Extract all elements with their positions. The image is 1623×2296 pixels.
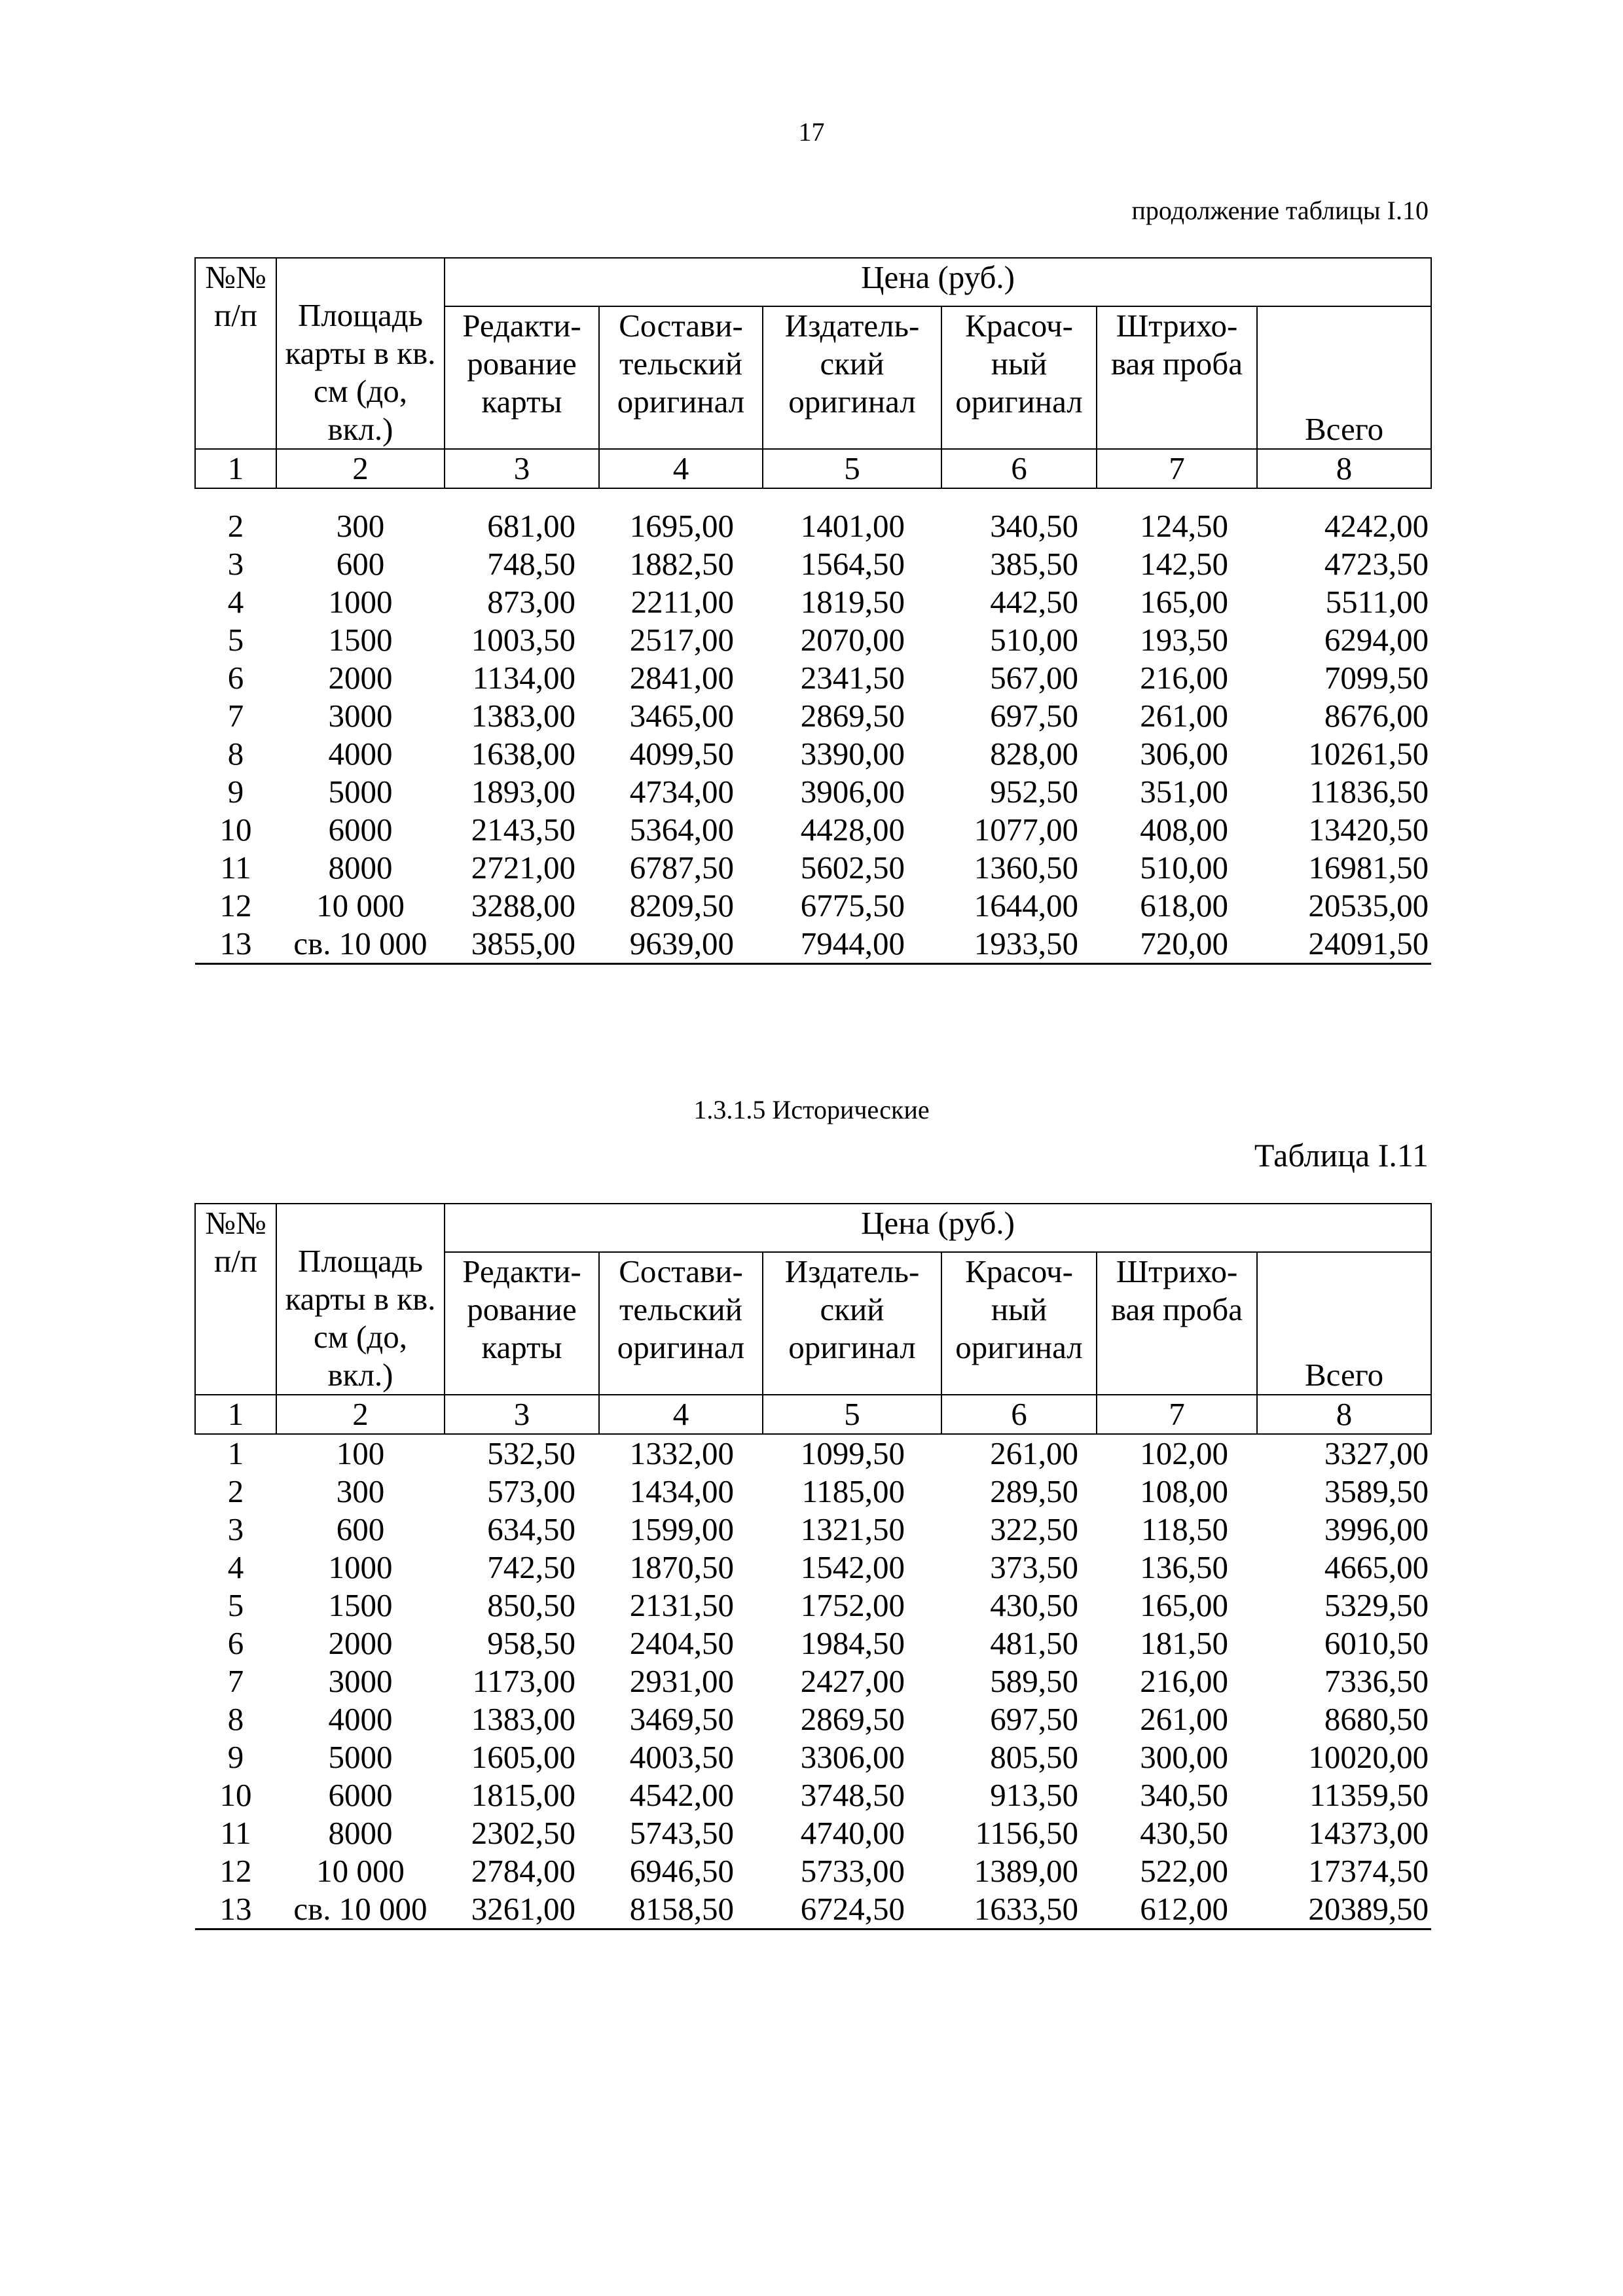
compiler-price-cell: 2404,50 [629, 1625, 734, 1661]
total-price-cell: 7099,50 [1324, 660, 1429, 696]
compiler-price-cell: 4003,50 [629, 1739, 734, 1775]
publisher-price-cell: 1564,50 [800, 546, 905, 582]
header-editing: Редакти- рование карты [445, 1252, 599, 1395]
area-cell: 10 000 [316, 888, 405, 924]
publisher-price-cell: 1099,50 [800, 1435, 905, 1471]
area-cell: 600 [336, 1511, 385, 1547]
publisher-price-cell: 1752,00 [800, 1587, 905, 1623]
table-caption: Таблица I.11 [1254, 1137, 1429, 1174]
compiler-price-cell: 4542,00 [629, 1777, 734, 1813]
row-number-cell: 4 [227, 584, 244, 620]
header-price-group: Цена (руб.) [445, 258, 1431, 306]
publisher-price-cell: 1542,00 [800, 1549, 905, 1585]
publisher-price-cell: 3906,00 [800, 774, 905, 810]
editing-price-cell: 2784,00 [471, 1853, 575, 1889]
total-price-cell: 3589,50 [1324, 1473, 1429, 1509]
column-number: 4 [599, 1395, 763, 1434]
area-cell: св. 10 000 [276, 925, 445, 964]
table-row [195, 659, 1431, 697]
proof-price-cell: 720,00 [1097, 925, 1257, 964]
table-row [195, 811, 1431, 849]
row-number-cell: 10 [219, 1777, 252, 1813]
row-number-cell: 3 [227, 546, 244, 582]
header-total: Всего [1257, 1252, 1431, 1395]
table-row [195, 1549, 1431, 1587]
table-row [195, 1587, 1431, 1624]
publisher-price-cell: 4428,00 [800, 812, 905, 848]
color-price-cell: 1077,00 [974, 812, 1078, 848]
area-cell: 1500 [328, 1587, 393, 1623]
compiler-price-cell: 2841,00 [629, 660, 734, 696]
header-publisher-original: Издатель- ский оригинал [763, 306, 941, 449]
compiler-price-cell: 1434,00 [629, 1473, 734, 1509]
price-table-i11 [194, 1203, 1432, 1930]
editing-price-cell: 2143,50 [471, 812, 575, 848]
publisher-price-cell: 2070,00 [800, 622, 905, 658]
proof-price-cell: 124,50 [1140, 508, 1228, 544]
total-price-cell: 10020,00 [1308, 1739, 1429, 1775]
total-price-cell: 4665,00 [1324, 1549, 1429, 1585]
total-price-cell: 16981,50 [1308, 850, 1429, 886]
area-cell: 2000 [328, 1625, 393, 1661]
header-color-original: Красоч- ный оригинал [941, 1252, 1097, 1395]
table-continuation-label: продолжение таблицы I.10 [1131, 196, 1429, 225]
header-total: Всего [1257, 306, 1431, 449]
column-number: 8 [1257, 449, 1431, 488]
color-price-cell: 1644,00 [974, 888, 1078, 924]
publisher-price-cell: 6724,50 [763, 1890, 941, 1929]
table-row [195, 1852, 1431, 1890]
row-number-cell: 2 [227, 1473, 244, 1509]
proof-price-cell: 510,00 [1140, 850, 1228, 886]
column-number: 5 [763, 1395, 941, 1434]
column-number: 2 [276, 449, 445, 488]
table-row [195, 1662, 1431, 1700]
compiler-price-cell: 6787,50 [629, 850, 734, 886]
total-price-cell: 10261,50 [1308, 736, 1429, 772]
proof-price-cell: 142,50 [1140, 546, 1228, 582]
color-price-cell: 1389,00 [974, 1853, 1078, 1889]
total-price-cell: 5329,50 [1324, 1587, 1429, 1623]
area-cell: 1000 [328, 584, 393, 620]
table-row [195, 1473, 1431, 1511]
column-number: 1 [195, 449, 276, 488]
area-cell: 100 [336, 1435, 385, 1471]
color-price-cell: 261,00 [990, 1435, 1078, 1471]
proof-price-cell: 430,50 [1140, 1815, 1228, 1851]
publisher-price-cell: 3306,00 [800, 1739, 905, 1775]
publisher-price-cell: 2341,50 [800, 660, 905, 696]
total-price-cell: 8676,00 [1324, 698, 1429, 734]
table-row [195, 1700, 1431, 1738]
color-price-cell: 385,50 [990, 546, 1078, 582]
table-row [195, 545, 1431, 583]
proof-price-cell: 216,00 [1140, 1663, 1228, 1699]
editing-price-cell: 1173,00 [472, 1663, 575, 1699]
editing-price-cell: 1605,00 [471, 1739, 575, 1775]
color-price-cell: 430,50 [990, 1587, 1078, 1623]
total-price-cell: 14373,00 [1308, 1815, 1429, 1851]
table-row [195, 1434, 1431, 1473]
area-cell: 3000 [328, 698, 393, 734]
color-price-cell: 481,50 [990, 1625, 1078, 1661]
compiler-price-cell: 1599,00 [629, 1511, 734, 1547]
table-row [195, 1624, 1431, 1662]
page-number: 17 [798, 117, 825, 147]
compiler-price-cell: 2131,50 [629, 1587, 734, 1623]
total-price-cell: 5511,00 [1325, 584, 1429, 620]
total-price-cell: 3996,00 [1324, 1511, 1429, 1547]
column-number: 5 [763, 449, 941, 488]
publisher-price-cell: 2869,50 [800, 698, 905, 734]
compiler-price-cell: 8158,50 [599, 1890, 763, 1929]
row-number-cell: 13 [195, 925, 276, 964]
area-cell: 1000 [328, 1549, 393, 1585]
publisher-price-cell: 1984,50 [800, 1625, 905, 1661]
publisher-price-cell: 2427,00 [800, 1663, 905, 1699]
editing-price-cell: 3261,00 [445, 1890, 599, 1929]
area-cell: 4000 [328, 1701, 393, 1737]
area-cell: 600 [336, 546, 385, 582]
header-line-proof: Штрихо- вая проба [1097, 306, 1257, 449]
column-number: 3 [445, 449, 599, 488]
total-price-cell: 20389,50 [1257, 1890, 1431, 1929]
proof-price-cell: 181,50 [1140, 1625, 1228, 1661]
area-cell: 4000 [328, 736, 393, 772]
row-number-cell: 10 [219, 812, 252, 848]
column-number: 1 [195, 1395, 276, 1434]
editing-price-cell: 3288,00 [471, 888, 575, 924]
header-publisher-original: Издатель- ский оригинал [763, 1252, 941, 1395]
area-cell: 6000 [328, 812, 393, 848]
editing-price-cell: 532,50 [487, 1435, 575, 1471]
proof-price-cell: 306,00 [1140, 736, 1228, 772]
compiler-price-cell: 5364,00 [629, 812, 734, 848]
publisher-price-cell: 1401,00 [800, 508, 905, 544]
publisher-price-cell: 3748,50 [800, 1777, 905, 1813]
price-table-i10 [194, 257, 1432, 965]
column-number: 2 [276, 1395, 445, 1434]
area-cell: 8000 [328, 850, 393, 886]
editing-price-cell: 2721,00 [471, 850, 575, 886]
row-number-cell: 11 [220, 1815, 251, 1851]
publisher-price-cell: 5602,50 [800, 850, 905, 886]
area-cell: 6000 [328, 1777, 393, 1813]
column-number: 3 [445, 1395, 599, 1434]
column-number: 7 [1097, 1395, 1257, 1434]
proof-price-cell: 193,50 [1140, 622, 1228, 658]
header-compiler-original: Состави- тельский оригинал [599, 1252, 763, 1395]
row-number-cell: 11 [220, 850, 251, 886]
compiler-price-cell: 6946,50 [629, 1853, 734, 1889]
proof-price-cell: 136,50 [1140, 1549, 1228, 1585]
compiler-price-cell: 5743,50 [629, 1815, 734, 1851]
section-heading: 1.3.1.5 Исторические [693, 1095, 930, 1124]
row-number-cell: 3 [227, 1511, 244, 1547]
color-price-cell: 340,50 [990, 508, 1078, 544]
row-number-cell: 9 [227, 1739, 244, 1775]
editing-price-cell: 1383,00 [471, 698, 575, 734]
total-price-cell: 4723,50 [1324, 546, 1429, 582]
color-price-cell: 828,00 [990, 736, 1078, 772]
compiler-price-cell: 2517,00 [629, 622, 734, 658]
color-price-cell: 1633,50 [941, 1890, 1097, 1929]
table-row [195, 583, 1431, 621]
table-row [195, 1890, 1431, 1929]
publisher-price-cell: 1185,00 [801, 1473, 905, 1509]
editing-price-cell: 1893,00 [471, 774, 575, 810]
proof-price-cell: 261,00 [1140, 1701, 1228, 1737]
row-number-cell: 5 [227, 622, 244, 658]
column-number: 4 [599, 449, 763, 488]
color-price-cell: 510,00 [990, 622, 1078, 658]
color-price-cell: 952,50 [990, 774, 1078, 810]
header-price-group: Цена (руб.) [445, 1204, 1431, 1252]
editing-price-cell: 850,50 [487, 1587, 575, 1623]
color-price-cell: 697,50 [990, 1701, 1078, 1737]
area-cell: 300 [336, 1473, 385, 1509]
color-price-cell: 1360,50 [974, 850, 1078, 886]
row-number-cell: 7 [227, 1663, 244, 1699]
table-row [195, 1776, 1431, 1814]
area-cell: 5000 [328, 774, 393, 810]
table-row [195, 925, 1431, 964]
editing-price-cell: 1815,00 [471, 1777, 575, 1813]
row-number-cell: 1 [227, 1435, 244, 1471]
editing-price-cell: 1638,00 [471, 736, 575, 772]
editing-price-cell: 3855,00 [445, 925, 599, 964]
proof-price-cell: 118,50 [1141, 1511, 1228, 1547]
table-row [195, 1738, 1431, 1776]
total-price-cell: 11836,50 [1309, 774, 1429, 810]
compiler-price-cell: 4734,00 [629, 774, 734, 810]
color-price-cell: 1933,50 [941, 925, 1097, 964]
area-cell: св. 10 000 [276, 1890, 445, 1929]
color-price-cell: 1156,50 [975, 1815, 1078, 1851]
color-price-cell: 589,50 [990, 1663, 1078, 1699]
row-number-cell: 13 [195, 1890, 276, 1929]
editing-price-cell: 1003,50 [471, 622, 575, 658]
publisher-price-cell: 4740,00 [800, 1815, 905, 1851]
editing-price-cell: 634,50 [487, 1511, 575, 1547]
editing-price-cell: 1134,00 [472, 660, 575, 696]
column-number: 6 [941, 1395, 1097, 1434]
area-cell: 3000 [328, 1663, 393, 1699]
proof-price-cell: 522,00 [1140, 1853, 1228, 1889]
proof-price-cell: 351,00 [1140, 774, 1228, 810]
publisher-price-cell: 7944,00 [763, 925, 941, 964]
compiler-price-cell: 1870,50 [629, 1549, 734, 1585]
area-cell: 8000 [328, 1815, 393, 1851]
editing-price-cell: 1383,00 [471, 1701, 575, 1737]
compiler-price-cell: 9639,00 [599, 925, 763, 964]
editing-price-cell: 748,50 [487, 546, 575, 582]
publisher-price-cell: 2869,50 [800, 1701, 905, 1737]
editing-price-cell: 681,00 [487, 508, 575, 544]
proof-price-cell: 261,00 [1140, 698, 1228, 734]
editing-price-cell: 873,00 [487, 584, 575, 620]
total-price-cell: 17374,50 [1308, 1853, 1429, 1889]
publisher-price-cell: 1321,50 [800, 1511, 905, 1547]
color-price-cell: 442,50 [990, 584, 1078, 620]
editing-price-cell: 2302,50 [471, 1815, 575, 1851]
table-row [195, 1511, 1431, 1549]
total-price-cell: 4242,00 [1324, 508, 1429, 544]
compiler-price-cell: 1882,50 [629, 546, 734, 582]
publisher-price-cell: 6775,50 [800, 888, 905, 924]
area-cell: 1500 [328, 622, 393, 658]
table-row [195, 735, 1431, 773]
compiler-price-cell: 1332,00 [629, 1435, 734, 1471]
compiler-price-cell: 8209,50 [629, 888, 734, 924]
column-number: 8 [1257, 1395, 1431, 1434]
table-row [195, 887, 1431, 925]
proof-price-cell: 612,00 [1097, 1890, 1257, 1929]
total-price-cell: 3327,00 [1324, 1435, 1429, 1471]
total-price-cell: 24091,50 [1257, 925, 1431, 964]
row-number-cell: 12 [219, 888, 252, 924]
column-number: 7 [1097, 449, 1257, 488]
proof-price-cell: 300,00 [1140, 1739, 1228, 1775]
proof-price-cell: 165,00 [1140, 584, 1228, 620]
proof-price-cell: 618,00 [1140, 888, 1228, 924]
header-area: Площадь карты в кв. см (до, вкл.) [276, 258, 445, 449]
header-editing: Редакти- рование карты [445, 306, 599, 449]
area-cell: 5000 [328, 1739, 393, 1775]
editing-price-cell: 958,50 [487, 1625, 575, 1661]
total-price-cell: 8680,50 [1324, 1701, 1429, 1737]
color-price-cell: 805,50 [990, 1739, 1078, 1775]
column-number: 6 [941, 449, 1097, 488]
compiler-price-cell: 3465,00 [629, 698, 734, 734]
table-row [195, 773, 1431, 811]
row-number-cell: 12 [219, 1853, 252, 1889]
total-price-cell: 6010,50 [1324, 1625, 1429, 1661]
color-price-cell: 373,50 [990, 1549, 1078, 1585]
proof-price-cell: 408,00 [1140, 812, 1228, 848]
area-cell: 300 [336, 508, 385, 544]
compiler-price-cell: 4099,50 [629, 736, 734, 772]
header-color-original: Красоч- ный оригинал [941, 306, 1097, 449]
area-cell: 10 000 [316, 1853, 405, 1889]
row-number-cell: 7 [227, 698, 244, 734]
row-number-cell: 9 [227, 774, 244, 810]
table-row [195, 488, 1431, 545]
header-number: №№ п/п [195, 1204, 276, 1395]
table-row [195, 849, 1431, 887]
total-price-cell: 13420,50 [1308, 812, 1429, 848]
editing-price-cell: 573,00 [487, 1473, 575, 1509]
compiler-price-cell: 2931,00 [629, 1663, 734, 1699]
area-cell: 2000 [328, 660, 393, 696]
total-price-cell: 6294,00 [1324, 622, 1429, 658]
proof-price-cell: 216,00 [1140, 660, 1228, 696]
header-compiler-original: Состави- тельский оригинал [599, 306, 763, 449]
publisher-price-cell: 5733,00 [800, 1853, 905, 1889]
compiler-price-cell: 2211,00 [630, 584, 734, 620]
table-row [195, 1814, 1431, 1852]
publisher-price-cell: 1819,50 [800, 584, 905, 620]
compiler-price-cell: 1695,00 [629, 508, 734, 544]
compiler-price-cell: 3469,50 [629, 1701, 734, 1737]
proof-price-cell: 340,50 [1140, 1777, 1228, 1813]
total-price-cell: 11359,50 [1309, 1777, 1429, 1813]
color-price-cell: 289,50 [990, 1473, 1078, 1509]
total-price-cell: 7336,50 [1324, 1663, 1429, 1699]
table-row [195, 621, 1431, 659]
row-number-cell: 6 [227, 1625, 244, 1661]
proof-price-cell: 108,00 [1140, 1473, 1228, 1509]
color-price-cell: 913,50 [990, 1777, 1078, 1813]
proof-price-cell: 102,00 [1140, 1435, 1228, 1471]
header-number: №№ п/п [195, 258, 276, 449]
row-number-cell: 6 [227, 660, 244, 696]
color-price-cell: 322,50 [990, 1511, 1078, 1547]
editing-price-cell: 742,50 [487, 1549, 575, 1585]
row-number-cell: 2 [227, 508, 244, 544]
header-line-proof: Штрихо- вая проба [1097, 1252, 1257, 1395]
total-price-cell: 20535,00 [1308, 888, 1429, 924]
proof-price-cell: 165,00 [1140, 1587, 1228, 1623]
row-number-cell: 5 [227, 1587, 244, 1623]
table-row [195, 697, 1431, 735]
row-number-cell: 4 [227, 1549, 244, 1585]
publisher-price-cell: 3390,00 [800, 736, 905, 772]
color-price-cell: 567,00 [990, 660, 1078, 696]
row-number-cell: 8 [227, 736, 244, 772]
row-number-cell: 8 [227, 1701, 244, 1737]
header-area: Площадь карты в кв. см (до, вкл.) [276, 1204, 445, 1395]
color-price-cell: 697,50 [990, 698, 1078, 734]
